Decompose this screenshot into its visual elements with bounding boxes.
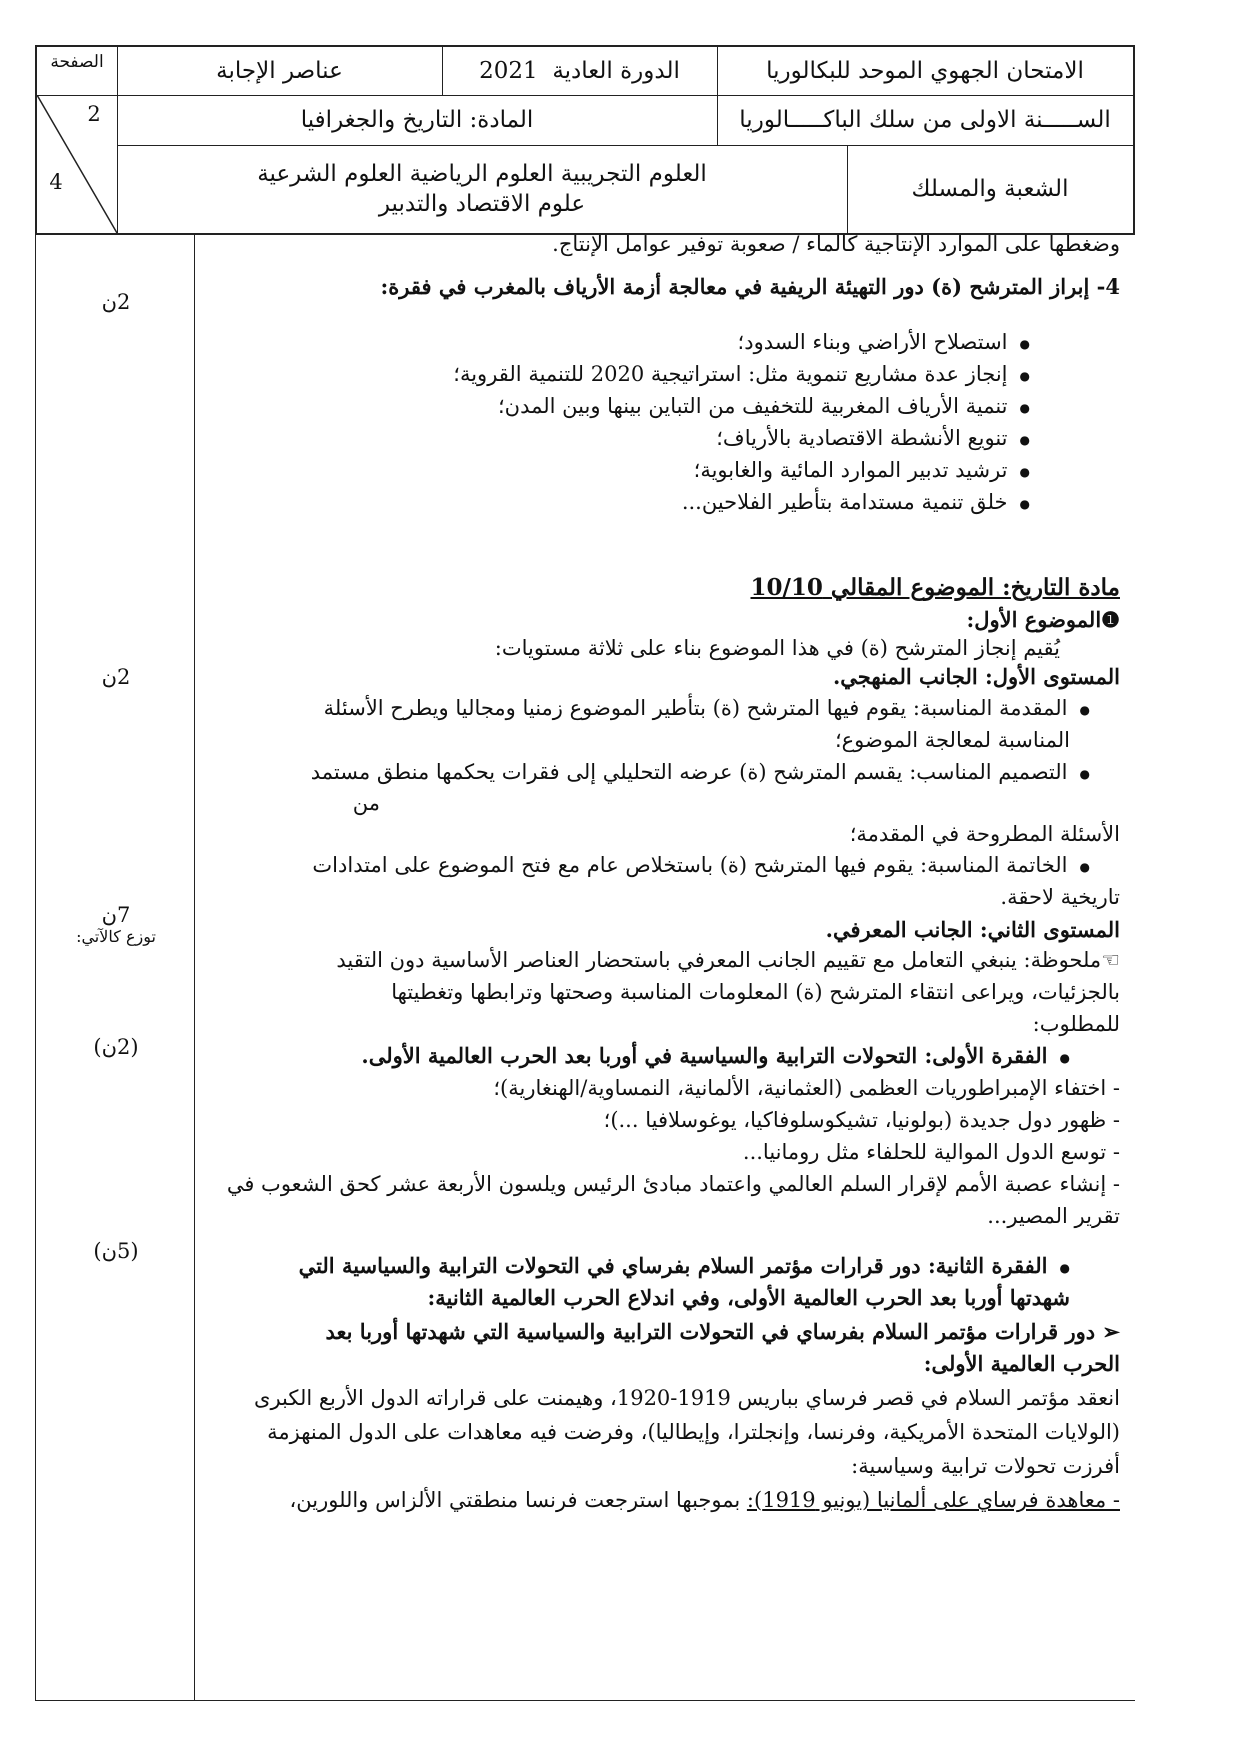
level2-title: المستوى الثاني: الجانب المعرفي. (825, 917, 1120, 942)
note-line: ☜ملحوظة: ينبغي التعامل مع تقييم الجانب المعرفي باستحضار العناصر الأساسية دون التقيد (336, 948, 1120, 972)
exam-title: الامتحان الجهوي الموحد للبكالوريا (766, 58, 1084, 84)
subject: المادة: التاريخ والجغرافيا (300, 107, 534, 133)
p1-item: - اختفاء الإمبراطوريات العظمى (العثمانية، الألمانية، النمساوية/الهنغارية)؛ (493, 1076, 1120, 1100)
paragraph2-title-cont: شهدتها أوربا بعد الحرب العالمية الأولى، وفي اندلاع الحرب العالمية الثانية: (427, 1285, 1070, 1310)
level: الســـــنة الاولى من سلك الباكـــــالوريا (739, 107, 1111, 133)
design-line: ● التصميم المناسب: يقسم المترشح (ة) عرضه التحليلي إلى فقرات يحكمها منطق مستمد (170, 757, 1090, 789)
q4-item: ● إنجاز عدة مشاريع تنموية مثل: استراتيجية 2020 للتنمية القروية؛ (110, 359, 1030, 391)
p1-item: - ظهور دول جديدة (بولونيا، تشيكوسلوفاكيا، يوغوسلافيا ...)؛ (603, 1108, 1120, 1132)
answer-elements: عناصر الإجابة (216, 58, 343, 84)
p1-item: - إنشاء عصبة الأمم لإقرار السلم العالمي واعتماد مبادئ الرئيس ويلسون الأربعة عشر كحق الشعوب في (226, 1172, 1120, 1196)
text-line-last (200, 1485, 1120, 1515)
q4-item: ● خلق تنمية مستدامة بتأطير الفلاحين... (110, 487, 1030, 519)
q4-item: ● تنويع الأنشطة الاقتصادية بالأرياف؛ (110, 423, 1030, 455)
q4-item: ● ترشيد تدبير الموارد المائية والغابوية؛ (110, 455, 1030, 487)
note-line: بالجزئيات، ويراعى انتقاء المترشح (ة) المعلومات المناسبة وصحتها وترابطها وتغطيتها (391, 980, 1120, 1004)
subheading-cont: الحرب العالمية الأولى: (923, 1351, 1120, 1376)
page-current: 2 (87, 102, 101, 126)
branches (117, 145, 847, 233)
session-label (442, 47, 717, 95)
mark-knowledge-sub: توزع كالآتي: (76, 927, 156, 946)
level1-title: المستوى الأول: الجانب المنهجي. (832, 664, 1120, 689)
bottom-rule (35, 1700, 1135, 1701)
evaluation-text: يُقيم إنجاز المترشح (ة) في هذا الموضوع بناء على ثلاثة مستويات: (494, 636, 1060, 660)
paragraph1-title: ● الفقرة الأولى: التحولات الترابية والسياسية في أوربا بعد الحرب العالمية الأولى. (150, 1041, 1070, 1073)
conclusion-line: ● الخاتمة المناسبة: يقوم فيها المترشح (ة) باستخلاص عام مع فتح الموضوع على امتدادات (170, 850, 1090, 882)
branches-line1: العلوم التجريبية العلوم الرياضية العلوم الشرعية (257, 161, 707, 187)
intro-line: ● المقدمة المناسبة: يقوم فيها المترشح (ة) بتأطير الموضوع زمنيا ومجاليا ويطرح الأسئلة (170, 693, 1090, 725)
page-label: الصفحة (50, 52, 104, 72)
text-line: انعقد مؤتمر السلام في قصر فرساي بباريس 1919-1920، وهيمنت على قراراته الدول الأربع الكبرى (254, 1386, 1120, 1410)
topic1: ❶الموضوع الأول: (966, 607, 1120, 632)
mark-q4: 2ن (101, 290, 131, 314)
q4-item: ● استصلاح الأراضي وبناء السدود؛ (110, 327, 1030, 359)
branches-line2: علوم الاقتصاد والتدبير (378, 191, 586, 217)
note-line: للمطلوب: (1032, 1012, 1120, 1036)
history-title: مادة التاريخ: الموضوع المقالي 10/10 (750, 574, 1120, 601)
subheading: ➢ دور قرارات مؤتمر السلام بفرساي في التحولات الترابية والسياسية التي شهدتها أوربا بعد (325, 1319, 1120, 1344)
mark-knowledge (36, 903, 196, 946)
design-line-cont: من (352, 791, 380, 815)
mark-p1: (2ن) (93, 1035, 139, 1059)
q4-title: 4- إبراز المترشح (ة) دور التهيئة الريفية في معالجة أزمة الأرياف بالمغرب في فقرة: (380, 274, 1120, 299)
mark-p2: (5ن) (93, 1239, 139, 1263)
conclusion-line-cont: تاريخية لاحقة. (1000, 885, 1120, 909)
p1-item: تقرير المصير... (987, 1204, 1120, 1228)
mark-method: 2ن (101, 665, 131, 689)
header-table (35, 45, 1135, 235)
session: الدورة العادية (552, 58, 680, 84)
p1-item: - توسع الدول الموالية للحلفاء مثل رومانيا... (742, 1140, 1120, 1164)
q4-item: ● تنمية الأرياف المغربية للتخفيف من التباين بينها وبين المدن؛ (110, 391, 1030, 423)
treaty-versailles-rest: بموجبها استرجعت فرنسا منطقتي الألزاس واللورين، (289, 1488, 747, 1512)
mark-knowledge-value: 7ن (101, 903, 131, 927)
treaty-versailles: - معاهدة فرساي على ألمانيا (يونيو 1919): (746, 1488, 1120, 1512)
paragraph2-title: ● الفقرة الثانية: دور قرارات مؤتمر السلام بفرساي في التحولات الترابية والسياسية التي (150, 1251, 1070, 1283)
year: 2021 (479, 58, 538, 84)
text-line: أفرزت تحولات ترابية وسياسية: (851, 1454, 1120, 1478)
branch-label: الشعبة والمسلك (911, 176, 1069, 202)
design-line-cont2: الأسئلة المطروحة في المقدمة؛ (849, 822, 1120, 846)
text-line: (الولايات المتحدة الأمريكية، وفرنسا، وإنجلترا، وإيطاليا)، وفرضت فيه معاهدات على الدول المنهزمة (267, 1420, 1120, 1444)
line-continuation: وضغطها على الموارد الإنتاجية كالماء / صعوبة توفير عوامل الإنتاج. (552, 232, 1120, 256)
intro-line-cont: المناسبة لمعالجة الموضوع؛ (834, 728, 1070, 752)
page-total: 4 (49, 170, 63, 194)
